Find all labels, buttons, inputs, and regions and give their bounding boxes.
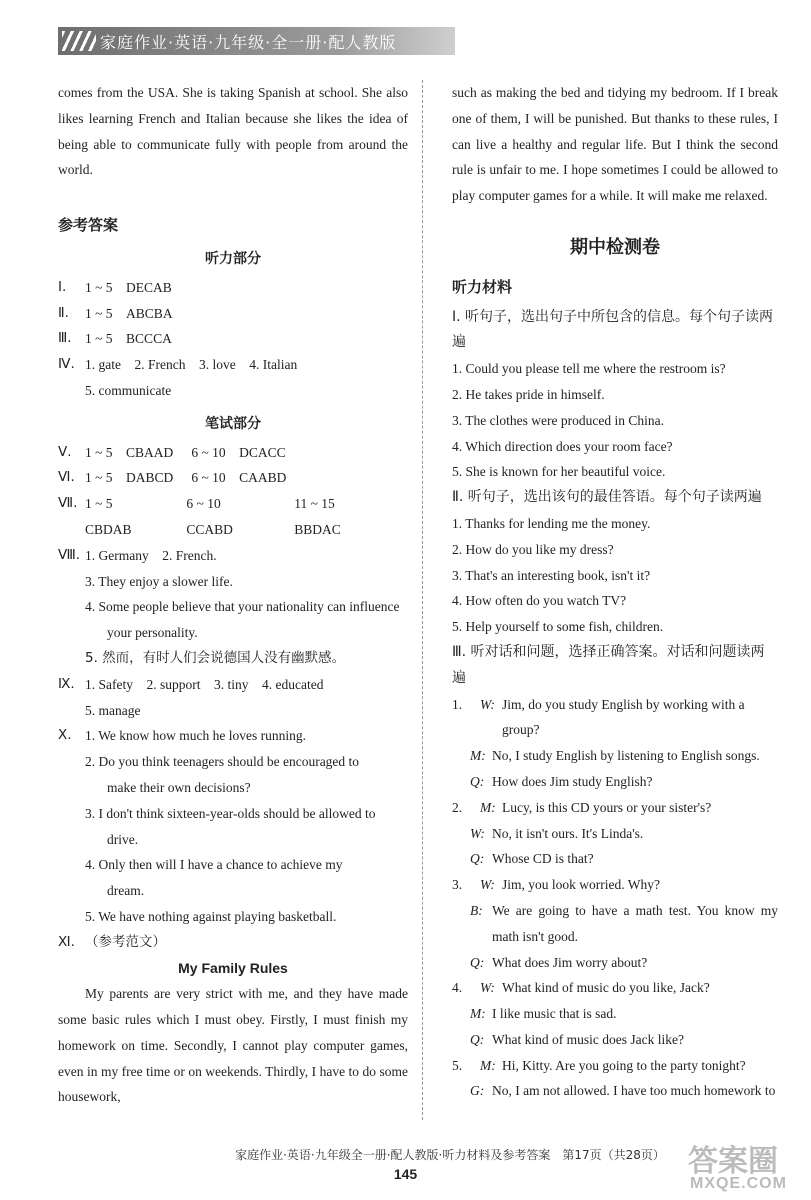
listening-answers	[58, 275, 408, 404]
list-item: 5. Help yourself to some fish, children.	[452, 619, 664, 635]
speaker: M:	[470, 748, 486, 764]
page-footer: 家庭作业·英语·九年级全一册·配人教版·听力材料及参考答案 第17页（共28页）	[235, 1148, 665, 1162]
answer-row	[58, 930, 408, 956]
answer-text: dream.	[107, 883, 145, 899]
dialog-number: 2.	[452, 799, 463, 815]
left-column	[58, 80, 408, 1110]
column-divider	[422, 80, 423, 1120]
essay-continued-paragraph: such as making the bed and tidying my bedroom. If I break one of them, I will be punished. But thanks to these rules, I can live a healthy and regular life. But I think the second rule is unfair to me. I hope sometimes I could be allowed to play computer games for a while. It will make me relaxed.	[452, 85, 778, 204]
answer-label: Ⅳ.	[58, 356, 75, 373]
part2-heading: Ⅱ. 听句子，选出该句的最佳答语。每个句子读两遍	[452, 489, 762, 506]
speaker: W:	[470, 825, 485, 841]
dialog-text: Whose CD is that?	[492, 851, 594, 867]
speaker: W:	[480, 696, 495, 712]
dialog-text: What kind of music do you like, Jack?	[502, 980, 710, 996]
dialog-line	[452, 898, 778, 950]
speaker: Q:	[470, 1031, 485, 1047]
speaker: W:	[480, 877, 495, 893]
answer-text: 5. 然而，有时人们会说德国人没有幽默感。	[85, 649, 346, 666]
dialog-text: Jim, do you study English by working with a group?	[502, 696, 745, 738]
answer-row	[58, 672, 408, 698]
answer-group: 1 ~ 5 ABCBA	[85, 305, 173, 321]
answer-row	[58, 326, 408, 352]
dialog-text: Hi, Kitty. Are you going to the party tonight?	[502, 1057, 746, 1073]
speaker: B:	[470, 902, 483, 918]
dialog-text: Jim, you look worried. Why?	[502, 877, 660, 893]
answer-label: Ⅹ.	[58, 727, 72, 744]
answer-text: make their own decisions?	[107, 779, 251, 795]
list-item: 5. She is known for her beautiful voice.	[452, 464, 666, 480]
answer-label: Ⅸ.	[58, 675, 75, 692]
speaker: Q:	[470, 954, 485, 970]
speaker: Q:	[470, 773, 485, 789]
speaker: Q:	[470, 851, 485, 867]
part1-heading: Ⅰ. 听句子，选出句子中所包含的信息。每个句子读两遍	[452, 308, 774, 351]
answer-text: 3. They enjoy a slower life.	[85, 573, 233, 589]
dialog-line	[452, 769, 778, 795]
dialog-text: I like music that is sad.	[492, 1006, 617, 1022]
answer-text: 5. manage	[85, 702, 141, 718]
answer-row	[58, 275, 408, 301]
dialog-number: 3.	[452, 877, 463, 893]
answer-label: Ⅱ.	[58, 304, 69, 321]
written-answers	[58, 440, 408, 956]
answer-text: 5. communicate	[85, 382, 172, 398]
list-item: 3. That's an interesting book, isn't it?	[452, 567, 651, 583]
part2-list	[452, 511, 778, 640]
dialog-line	[452, 872, 778, 898]
dialog-line	[452, 1001, 778, 1027]
answer-group: 1 ~ 5 DECAB	[85, 279, 172, 295]
list-item: 1. Thanks for lending me the money.	[452, 515, 651, 531]
answer-text: 1. Safety 2. support 3. tiny 4. educated	[85, 676, 324, 692]
answer-row	[58, 723, 408, 749]
answer-text: 1. gate 2. French 3. love 4. Italian	[85, 357, 298, 373]
dialog-item	[452, 872, 778, 975]
listening-heading: 听力部分	[205, 250, 261, 267]
answer-group: 1 ~ 5 DABCD	[85, 470, 174, 486]
dialog-text: What does Jim worry about?	[492, 954, 648, 970]
answer-text: 1. Germany 2. French.	[85, 547, 217, 563]
dialog-line	[452, 1027, 778, 1053]
list-item: 4. How often do you watch TV?	[452, 593, 627, 609]
answer-row	[58, 301, 408, 327]
answer-label: Ⅶ.	[58, 495, 78, 512]
dialog-item	[452, 692, 778, 795]
answer-row	[58, 491, 408, 543]
materials-heading: 听力材料	[452, 277, 513, 296]
dialog-item	[452, 1053, 778, 1105]
answer-text: 1. We know how much he loves running.	[85, 728, 307, 744]
page-header-banner	[58, 27, 455, 55]
dialog-line	[452, 692, 778, 744]
page-number: 145	[393, 1166, 418, 1182]
answer-row	[58, 465, 408, 491]
answer-label: Ⅰ.	[58, 278, 67, 295]
answer-text: your personality.	[107, 625, 198, 641]
speaker: G:	[470, 1083, 485, 1099]
dialog-line	[452, 1053, 778, 1079]
essay-paragraph: My parents are very strict with me, and they have made some basic rules which I must obey. Firstly, I must finish my homework on time. Secondly, I cannot play computer games, even in my free time or on weekends. Thirdly, I have to do some housework,	[58, 986, 408, 1105]
dialog-number: 4.	[452, 980, 463, 996]
answer-note: （参考范文）	[85, 933, 166, 950]
part1-list	[452, 356, 778, 485]
dialog-line	[452, 1078, 778, 1104]
dialog-text: Lucy, is this CD yours or your sister's?	[502, 799, 712, 815]
answer-group: 1 ~ 5 BCCCA	[85, 331, 172, 347]
answer-label: Ⅷ.	[58, 546, 81, 563]
header-title: 家庭作业·英语·九年级·全一册·配人教版	[100, 33, 397, 52]
answer-group: 1 ~ 5 CBAAD	[85, 444, 174, 460]
list-item: 1. Could you please tell me where the restroom is?	[452, 361, 726, 377]
answer-row	[58, 440, 408, 466]
answer-label: Ⅺ.	[58, 933, 75, 950]
dialog-line	[452, 950, 778, 976]
dialog-number: 1.	[452, 696, 463, 712]
dialog-item	[452, 795, 778, 872]
answer-text: 2. Do you think teenagers should be encouraged to	[85, 754, 360, 770]
list-item: 2. How do you like my dress?	[452, 541, 614, 557]
part3-heading: Ⅲ. 听对话和问题，选择正确答案。对话和问题读两遍	[452, 643, 765, 686]
answer-group: 6 ~ 10 DCACC	[191, 444, 286, 460]
answer-text: 5. We have nothing against playing basketball.	[85, 908, 337, 924]
watermark-logo: 答案圈	[688, 1144, 778, 1179]
answer-group: 1 ~ 5 CBDAB	[85, 496, 132, 537]
header-stripes-decoration	[62, 31, 96, 51]
watermark-site: MXQE.COM	[690, 1175, 787, 1192]
dialog-line	[452, 821, 778, 847]
answer-row	[58, 543, 408, 569]
answer-group: 11 ~ 15 BBDAC	[294, 496, 349, 537]
answers-heading: 参考答案	[58, 216, 119, 235]
answer-text: 4. Only then will I have a chance to achieve my	[85, 857, 343, 873]
dialog-text: What kind of music does Jack like?	[492, 1031, 684, 1047]
right-column	[452, 80, 778, 1104]
list-item: 2. He takes pride in himself.	[452, 386, 605, 402]
speaker: W:	[480, 980, 495, 996]
answer-group: 6 ~ 10 CAABD	[191, 470, 287, 486]
dialog-line	[452, 743, 778, 769]
dialog-item	[452, 975, 778, 1052]
dialog-line	[452, 975, 778, 1001]
answer-label: Ⅵ.	[58, 469, 75, 486]
essay-title: My Family Rules	[178, 959, 288, 976]
speaker: M:	[480, 799, 496, 815]
list-item: 3. The clothes were produced in China.	[452, 412, 664, 428]
dialog-text: How does Jim study English?	[492, 773, 653, 789]
answer-label: Ⅲ.	[58, 330, 72, 347]
dialog-line	[452, 846, 778, 872]
midterm-title: 期中检测卷	[570, 236, 660, 258]
answer-text: drive.	[107, 831, 139, 847]
list-item: 4. Which direction does your room face?	[452, 438, 673, 454]
dialog-line	[452, 795, 778, 821]
answer-row	[58, 352, 408, 378]
written-heading: 笔试部分	[205, 415, 261, 432]
dialog-number: 5.	[452, 1057, 463, 1073]
answer-text: 3. I don't think sixteen-year-olds should be allowed to	[85, 805, 376, 821]
speaker: M:	[470, 1006, 486, 1022]
answer-label: Ⅴ.	[58, 443, 72, 460]
dialog-text: No, it isn't ours. It's Linda's.	[492, 825, 644, 841]
dialog-text: No, I am not allowed. I have too much homework to	[492, 1083, 776, 1099]
dialog-list	[452, 692, 778, 1105]
answer-group: 6 ~ 10 CCABD	[186, 496, 235, 537]
dialog-text: We are going to have a math test. You know my math isn't good.	[492, 902, 778, 944]
speaker: M:	[480, 1057, 496, 1073]
answer-text: 4. Some people believe that your nationality can influence	[85, 599, 400, 615]
intro-paragraph: comes from the USA. She is taking Spanish at school. She also likes learning French and Italian because she likes the idea of being able to communicate fully with people from around the world.	[58, 85, 408, 178]
dialog-text: No, I study English by listening to English songs.	[492, 748, 760, 764]
